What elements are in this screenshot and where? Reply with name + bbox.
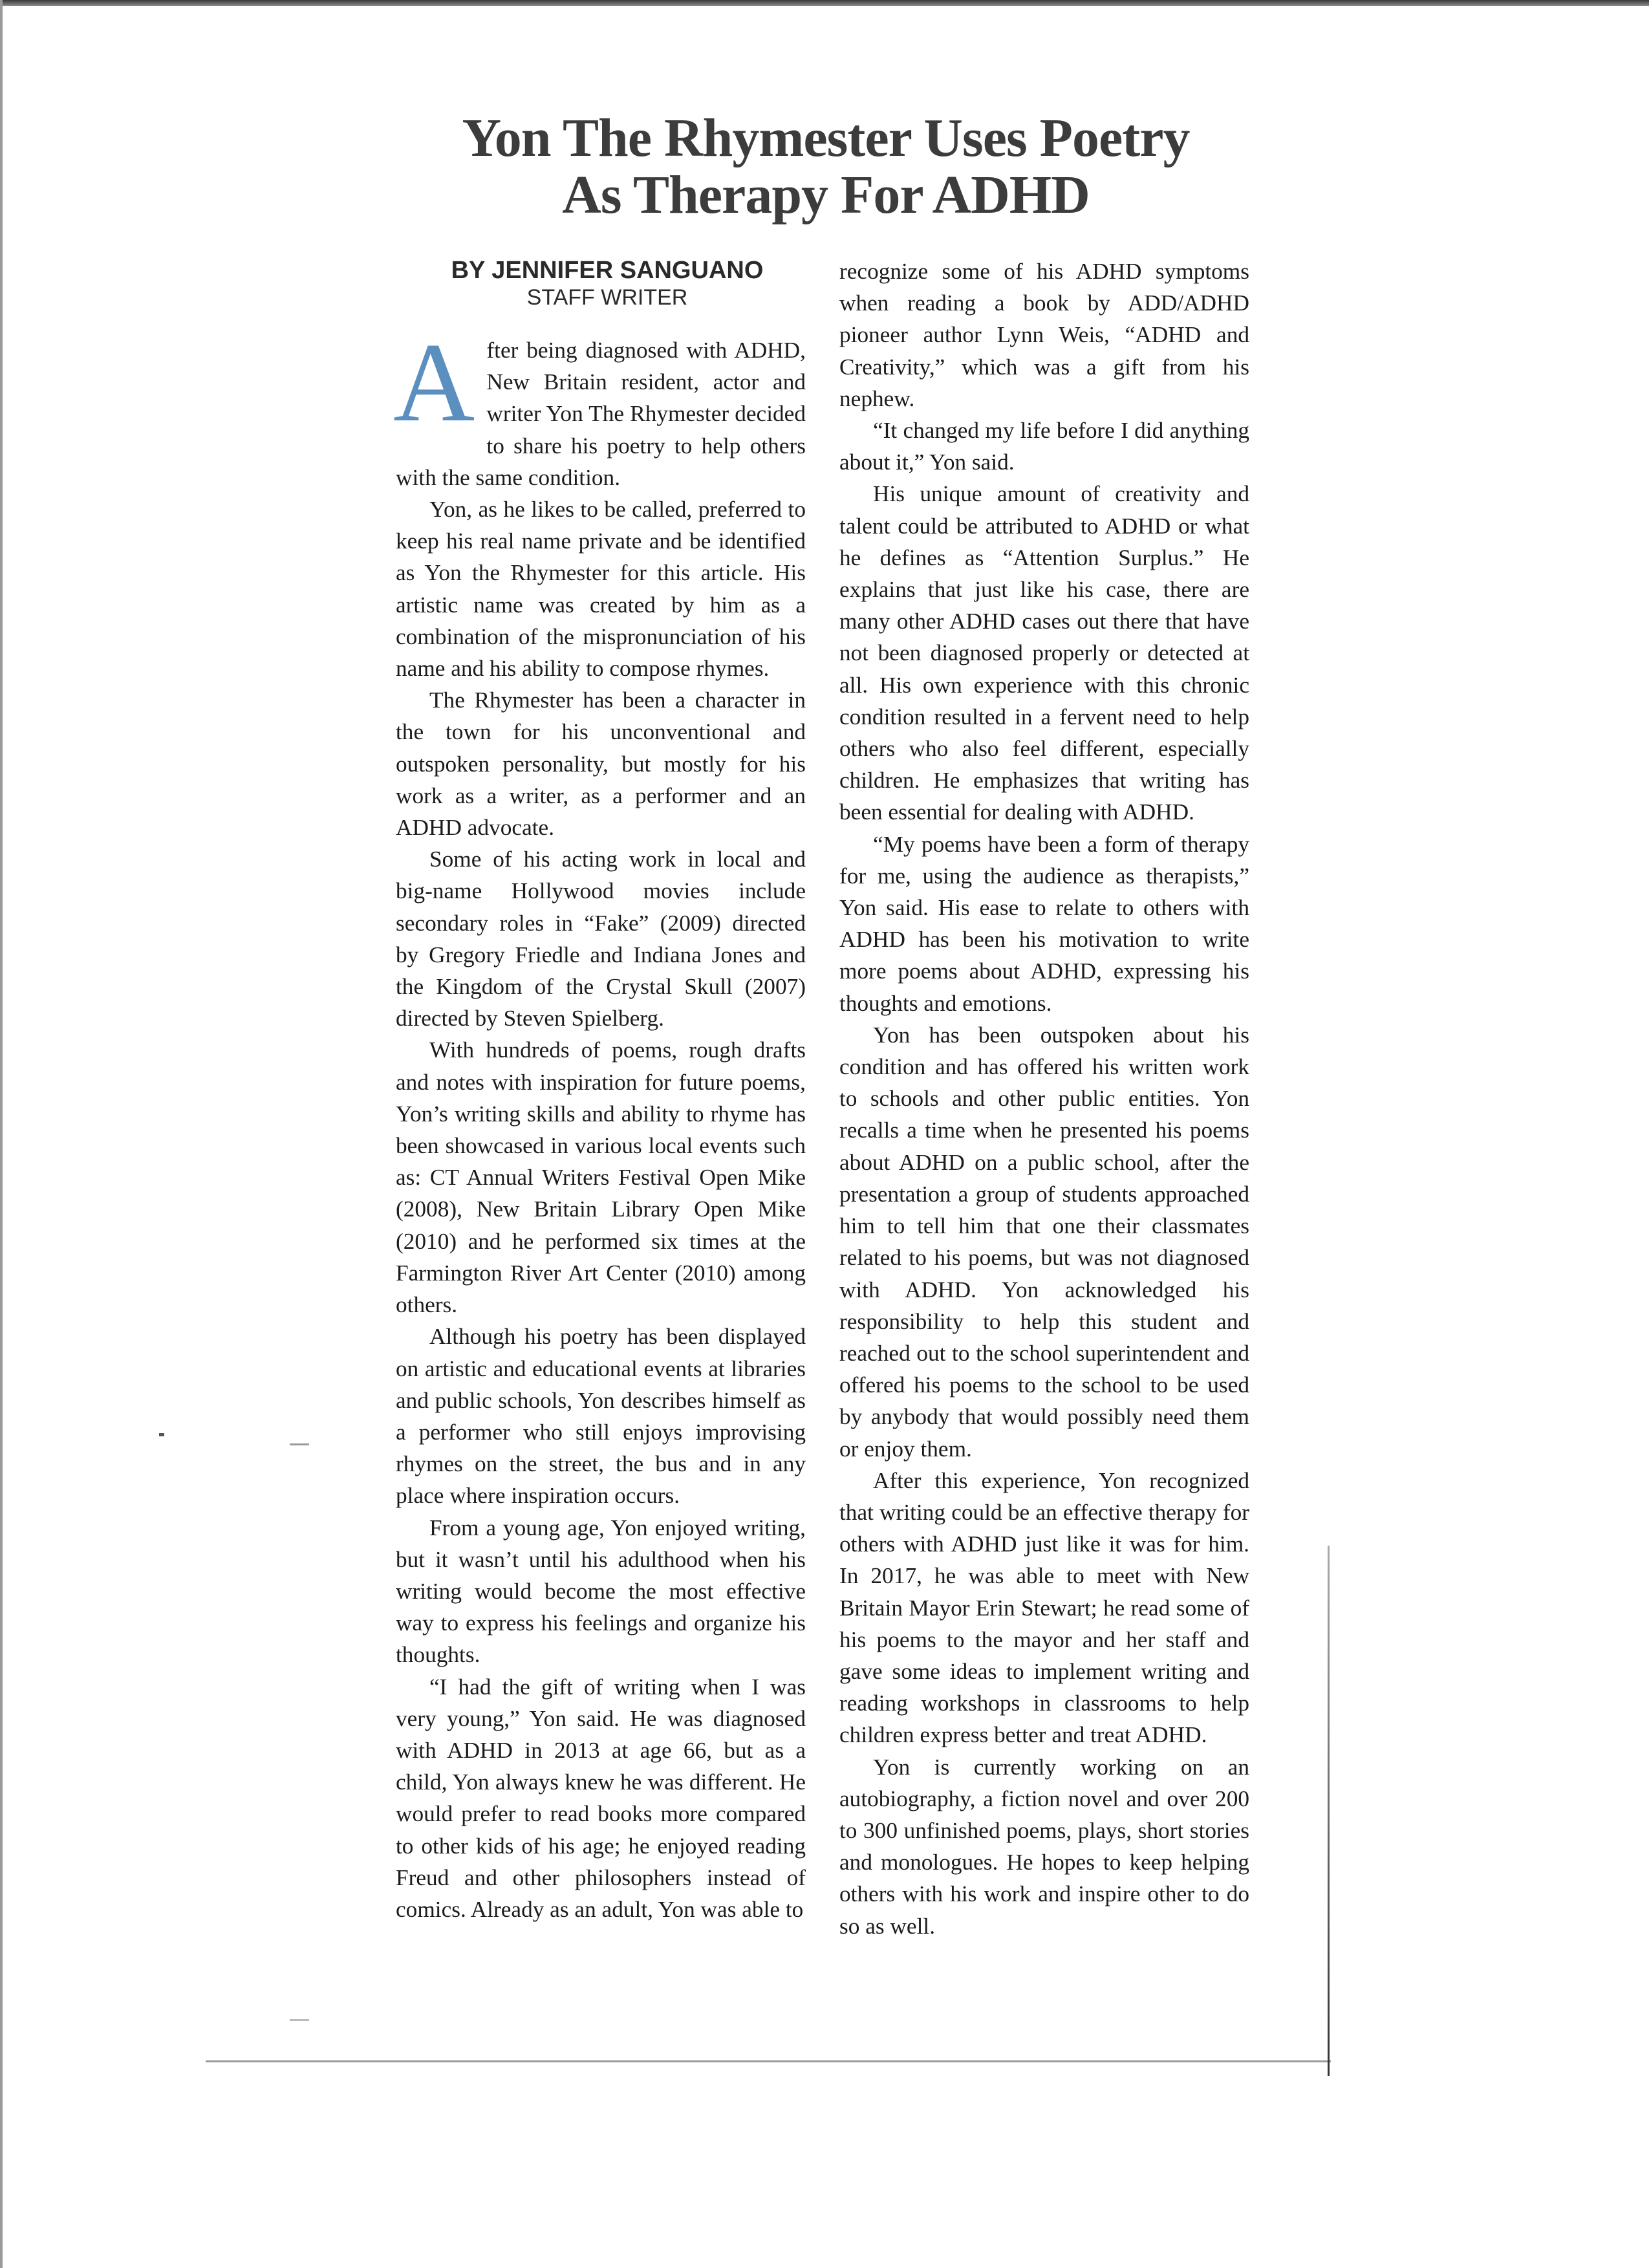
paragraph: His unique amount of creativity and talent could be attributed to ADHD or what he defines as “Attention Surplus.” He explains that just like his case, there are many other ADHD cases out there that have not been diagnosed properly or detected at all. His own experience with this chronic condition resulted in a fervent need to help others who also feel different, especially children. He emphasizes that writing has been essential for dealing with ADHD.	[839, 481, 1249, 825]
bottom-rule	[206, 2060, 1331, 2062]
byline-role: STAFF WRITER	[526, 285, 688, 310]
paragraph: “I had the gift of writing when I was very young,” Yon said. He was diagnosed with ADHD in 2013 at age 66, but as a child, Yon always knew he was different. He would prefer to read books more compared to other kids of his age; he enjoyed reading Freud and other philosophers instead of comics. Already as an adult, Yon was able to	[396, 1674, 806, 1922]
scan-speck	[290, 2019, 309, 2021]
paragraph-lead-text: fter being diagnosed with ADHD, New Britain resident, actor and writer Yon The Rhymester decided to share his poetry to help others with the same condition.	[396, 338, 806, 490]
paragraph: The Rhymester has been a character in the town for his unconventional and outspoken personality, but mostly for his work as a writer, as a performer and an ADHD advocate.	[396, 687, 806, 841]
byline	[409, 255, 806, 310]
paragraph: After this experience, Yon recognized that writing could be an effective therapy for others with ADHD just like it was for him. In 2017, he was able to meet with New Britain Mayor Erin Stewart; he read some of his poems to the mayor and her staff and gave some ideas to implement writing and reading workshops in classrooms to help children express better and treat ADHD.	[839, 1467, 1249, 1748]
paragraph: “My poems have been a form of therapy for me, using the audience as therapists,” Yon said. His ease to relate to others with ADHD has been his motivation to write more poems about ADHD, expressing his thoughts and emotions.	[839, 831, 1249, 1016]
scan-left-edge	[0, 0, 3, 2268]
paragraph-lead	[393, 319, 806, 493]
scan-speck	[290, 1443, 309, 1445]
byline-author: BY JENNIFER SANGUANO	[451, 257, 764, 284]
article-column-right	[839, 255, 1249, 1942]
paragraph: With hundreds of poems, rough drafts and notes with inspiration for future poems, Yon’s writing skills and ability to rhyme has been showcased in various local events such as: CT Annual Writers Festival Open Mike (2008), New Britain Library Open Mike (2010) and he performed six times at the Farmington River Art Center (2010) among others.	[396, 1037, 806, 1318]
paragraph: “It changed my life before I did anything about it,” Yon said.	[839, 418, 1249, 475]
headline-line-1: Yon The Rhymester Uses Poetry	[462, 108, 1190, 168]
paragraph: Yon, as he likes to be called, preferred to keep his real name private and be identified as Yon the Rhymester for this article. His artistic name was created by him as a combination of the mispronunciation of his name and his ability to compose rhymes.	[396, 497, 806, 682]
scan-top-edge	[0, 0, 1649, 6]
paragraph-continued: recognize some of his ADHD symptoms when reading a book by ADD/ADHD pioneer author Lynn Weis, “ADHD and Creativity,” which was a gift from his nephew.	[839, 259, 1249, 411]
paragraph: Although his poetry has been displayed on artistic and educational events at libraries and public schools, Yon describes himself as a performer who still enjoys improvising rhymes on the street, the bus and in any place where inspiration occurs.	[396, 1324, 806, 1509]
paragraph: From a young age, Yon enjoyed writing, but it wasn’t until his adulthood when his writing would become the most effective way to express his feelings and organize his thoughts.	[396, 1515, 806, 1668]
paragraph: Some of his acting work in local and big-name Hollywood movies include secondary roles in “Fake” (2009) directed by Gregory Friedle and Indiana Jones and the Kingdom of the Crystal Skull (2007) directed by Steven Spielberg.	[396, 847, 806, 1031]
paragraph: Yon has been outspoken about his condition and has offered his written work to schools and other public entities. Yon recalls a time when he presented his poems about ADHD on a public school, after the presentation a group of students approached him to tell him that one their classmates related to his poems, but was not diagnosed with ADHD. Yon acknowledged his responsibility to help this student and reached out to the school superintendent and offered his poems to the school to be used by anybody that would possibly need them or enjoy them.	[839, 1022, 1249, 1462]
drop-cap: A	[393, 319, 475, 445]
scan-speck	[159, 1433, 164, 1436]
paragraph: Yon is currently working on an autobiography, a fiction novel and over 200 to 300 unfinished poems, plays, short stories and monologues. He hopes to keep helping others with his work and inspire other to do so as well.	[839, 1754, 1249, 1939]
headline-line-2: As Therapy For ADHD	[562, 165, 1090, 225]
scan-margin-line	[1328, 1546, 1330, 2076]
article-column-left	[393, 255, 806, 1925]
headline	[396, 110, 1256, 224]
